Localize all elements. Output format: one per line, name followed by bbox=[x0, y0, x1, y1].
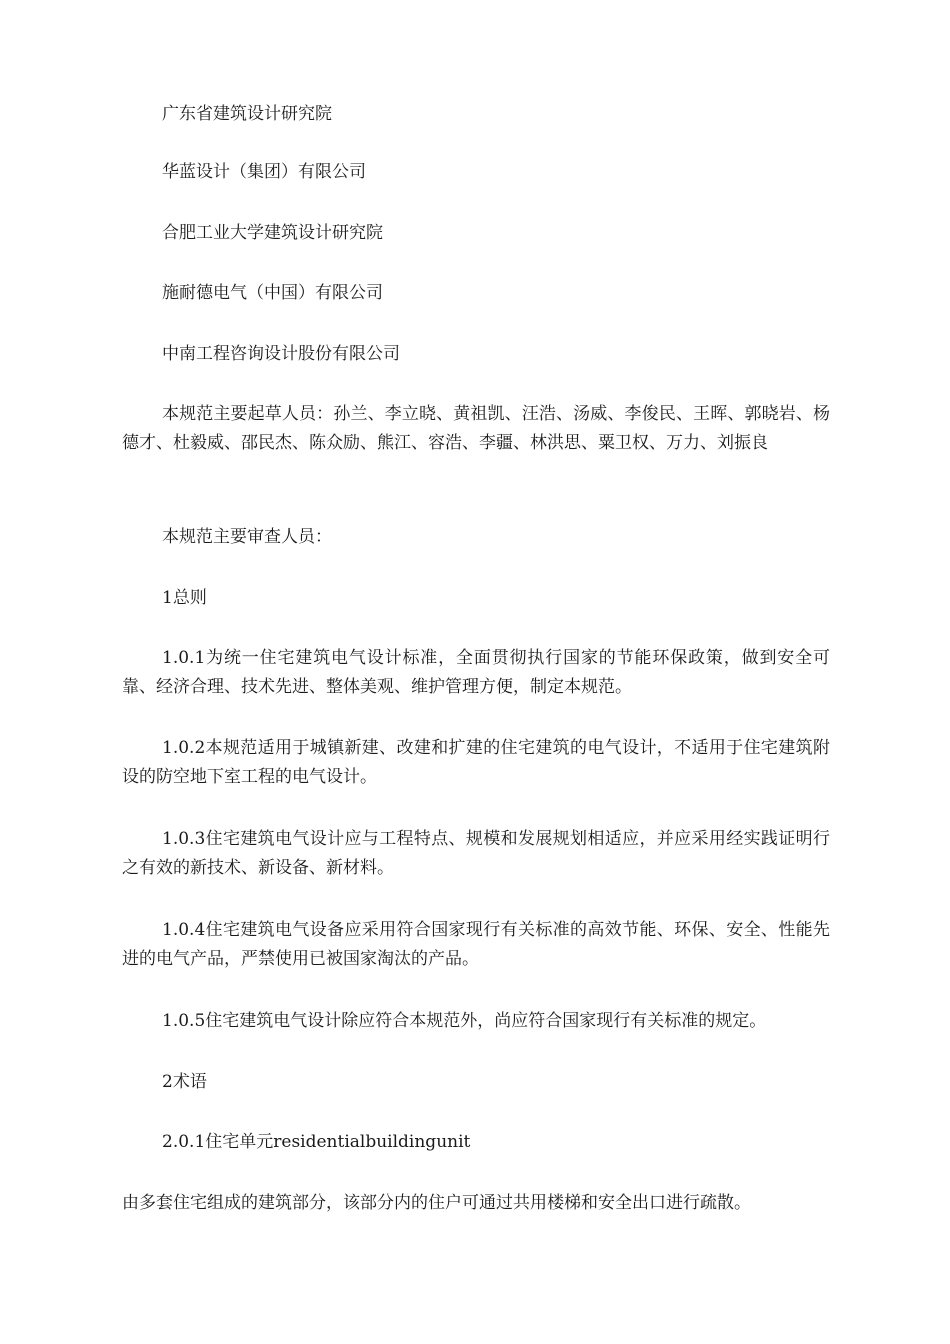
drafting-personnel: 本规范主要起草人员：孙兰、李立晓、黄祖凯、汪浩、汤威、李俊民、王晖、郭晓岩、杨德才、杜毅威、邵民杰、陈众励、熊江、容浩、李疆、林洪思、粟卫权、万力、刘振良 bbox=[122, 404, 830, 453]
org-hualan-design: 华蓝设计（集团）有限公司 bbox=[162, 162, 366, 182]
org-schneider-electric: 施耐德电气（中国）有限公司 bbox=[162, 283, 383, 303]
org-zhongnan-consulting: 中南工程咨询设计股份有限公司 bbox=[162, 344, 400, 364]
term-2-0-1-definition: 由多套住宅组成的建筑部分，该部分内的住户可通过共用楼梯和安全出口进行疏散。 bbox=[122, 1193, 751, 1213]
section-heading-general: 1总则 bbox=[162, 588, 207, 608]
org-guangdong-institute: 广东省建筑设计研究院 bbox=[162, 104, 332, 124]
section-heading-terms: 2术语 bbox=[162, 1072, 207, 1092]
clause-1-0-2: 1.0.2本规范适用于城镇新建、改建和扩建的住宅建筑的电气设计，不适用于住宅建筑附设的防空地下室工程的电气设计。 bbox=[122, 738, 830, 787]
clause-1-0-1: 1.0.1为统一住宅建筑电气设计标准，全面贯彻执行国家的节能环保政策，做到安全可靠、经济合理、技术先进、整体美观、维护管理方便，制定本规范。 bbox=[122, 648, 830, 697]
term-2-0-1: 2.0.1住宅单元residentialbuildingunit bbox=[162, 1132, 471, 1152]
org-hefei-university-institute: 合肥工业大学建筑设计研究院 bbox=[162, 223, 383, 243]
clause-1-0-4: 1.0.4住宅建筑电气设备应采用符合国家现行有关标准的高效节能、环保、安全、性能先进的电气产品，严禁使用已被国家淘汰的产品。 bbox=[122, 920, 830, 969]
clause-1-0-3: 1.0.3住宅建筑电气设计应与工程特点、规模和发展规划相适应，并应采用经实践证明行之有效的新技术、新设备、新材料。 bbox=[122, 829, 830, 878]
clause-1-0-5: 1.0.5住宅建筑电气设计除应符合本规范外，尚应符合国家现行有关标准的规定。 bbox=[162, 1011, 767, 1031]
review-personnel: 本规范主要审查人员： bbox=[162, 527, 332, 547]
